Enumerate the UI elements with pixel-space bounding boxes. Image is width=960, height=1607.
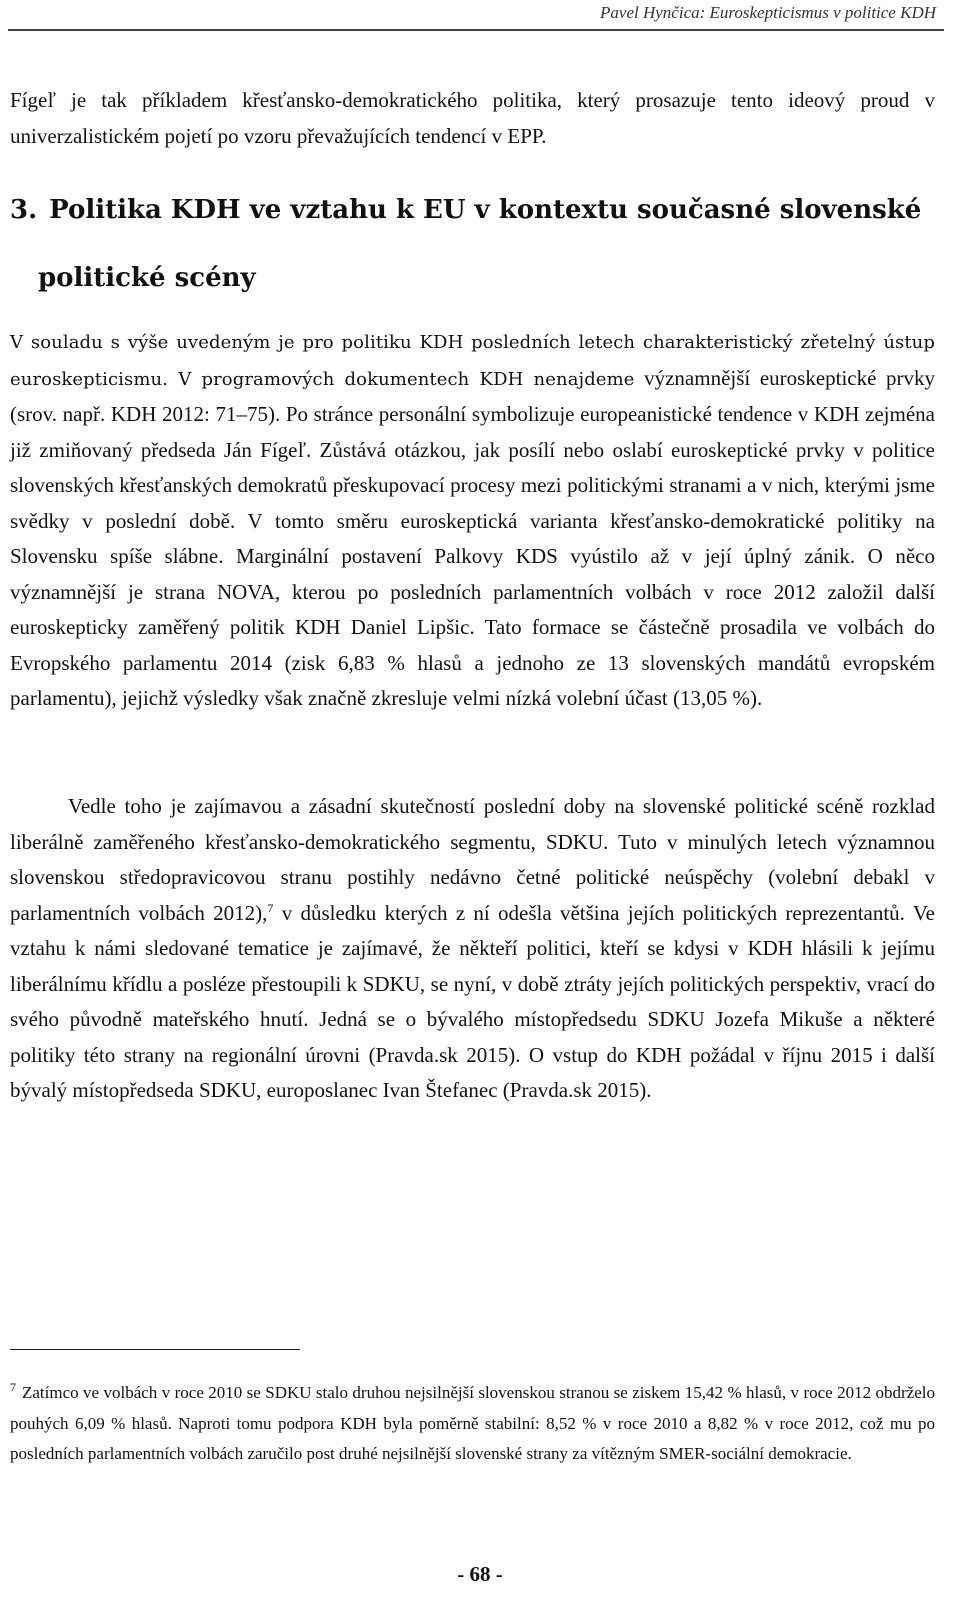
section-title-line1: Politika KDH ve vztahu k EU v kontextu současné slovenské [49,195,922,225]
body-paragraph-2 [10,789,935,1109]
footnote-rule [10,1349,300,1350]
paragraph-2-after-note: v důsledku kterých z ní odešla většina jejích politických reprezentantů. Ve vztahu k námi sledované tematice je zajímavé, že někteří politici, kteří se kdysi v KDH hlásili k jejímu liberálnímu křídlu a posléze přestoupili k SDKU, se nyní, v době ztráty jejích politických perspektiv, vrací do svého původně mateřského hnutí. Jedná se o bývalého místopředsedu SDKU Jozefa Mikuše a některé politiky této strany na regionální úrovni (Pravda.sk 2015). O vstup do KDH požádal v říjnu 2015 i další bývalý místopředseda SDKU, europoslanec Ivan Štefanec (Pravda.sk 2015). [10,900,935,1102]
body-paragraph-1 [10,324,935,717]
paragraph-2-before-note: Vedle toho je zajímavou a zásadní skutečností poslední doby na slovenské politické scéně rozklad liberálně zaměřeného křesťansko-demokratického segmentu, SDKU. Tuto v minulých letech významnou slovenskou středopravicovou stranu postihly nedávno četné politické neúspěchy (volební debakl v parlamentních volbách 2012), [10,794,935,925]
footnote-text: Zatímco ve volbách v roce 2010 se SDKU stalo druhou nejsilnější slovenskou stranou se ziskem 15,42 % hlasů, v roce 2012 obdrželo pouhých 6,09 % hlasů. Naproti tomu podpora KDH byla poměrně stabilní: 8,52 % v roce 2010 a 8,82 % v roce 2012, což mu po posledních parlamentních volbách zaručilo post druhé nejsilnější slovenské strany za vítězným SMER-sociální demokracie. [10,1383,935,1463]
intro-paragraph: Fígeľ je tak příkladem křesťansko-demokratického politika, který prosazuje tento ideový proud v univerzalistickém pojetí po vzoru převažujících tendencí v EPP. [10,88,935,148]
paragraph-1-opening: V souladu s výše uvedeným je pro politiku KDH posledních letech charakteristický zřetelný ústup euroskepticismu. V programových dokumentech KDH nenajdeme [10,332,935,390]
footnote-mark: 7 [10,1380,16,1395]
page-number: - 68 - [457,1562,503,1586]
section-title-line2: politické scény [38,263,256,293]
section-heading [10,176,935,312]
paragraph-1-continuation: významnější euroskeptické prvky (srov. např. KDH 2012: 71–75). Po stránce personální symbolizuje europeanistické tendence v KDH zejména již zmiňovaný předseda Ján Fígeľ. Zůstává otázkou, jak posílí nebo oslabí euroskeptické prvky v politice slovenských křesťanských demokratů přeskupovací procesy mezi politickými stranami a v nich, kterými jsme svědky v poslední době. V tomto směru euroskeptická varianta křesťansko-demokratické politiky na Slovensku spíše slábne. Marginální postavení Palkovy KDS vyústilo až v její úplný zánik. O něco významnější je strana NOVA, kterou po posledních parlamentních volbách v roce 2012 založil další euroskepticky zaměřený politik KDH Daniel Lipšic. Tato formace se částečně prosadila ve volbách do Evropského parlamentu 2014 (zisk 6,83 % hlasů a jednoho ze 13 slovenských mandátů evropském parlamentu), jejichž výsledky však značně zkresluje velmi nízká volební účast (13,05 %). [10,365,936,710]
section-number: 3. [10,195,38,225]
footnote [10,1378,935,1470]
footnote-reference[interactable]: 7 [267,900,274,915]
running-header: Pavel Hynčica: Euroskepticismus v politice KDH [600,3,936,22]
header-rule [8,29,944,31]
